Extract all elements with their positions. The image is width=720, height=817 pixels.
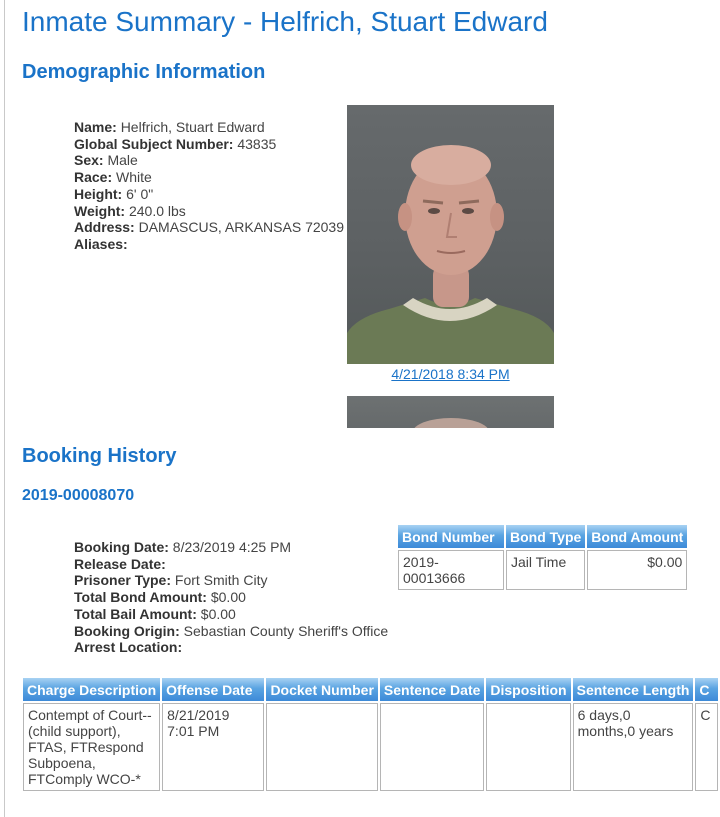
charge-description-cell: Contempt of Court--(child support), FTAS, FTRespond Subpoena, FTComply WCO-* bbox=[23, 703, 160, 791]
sentence-date-header[interactable]: Sentence Date bbox=[380, 678, 484, 701]
booking-date-label: Booking Date: bbox=[74, 539, 169, 555]
booking-date-row bbox=[74, 539, 388, 556]
charge-table-header-row bbox=[23, 678, 718, 701]
total-bond-amount-label: Total Bond Amount: bbox=[74, 589, 207, 606]
arrest-location-label: Arrest Location: bbox=[74, 639, 183, 656]
booking-number: 2019-00008070 bbox=[22, 487, 135, 504]
height-value: 6' 0" bbox=[126, 185, 154, 202]
demographics-fields bbox=[74, 119, 344, 253]
race-row bbox=[74, 169, 344, 186]
extra-column-cell: C bbox=[695, 703, 718, 791]
booking-fields bbox=[74, 539, 388, 656]
total-bond-amount-value: $0.00 bbox=[210, 589, 246, 606]
charge-table bbox=[21, 676, 720, 793]
bond-number-header[interactable]: Bond Number bbox=[398, 525, 504, 548]
weight-label: Weight: bbox=[74, 202, 126, 219]
bond-amount-cell: $0.00 bbox=[587, 550, 687, 590]
booking-date-value: 8/23/2019 4:25 PM bbox=[172, 539, 292, 555]
page-title: Inmate Summary - Helfrich, Stuart Edward bbox=[22, 6, 548, 37]
bond-amount-header[interactable]: Bond Amount bbox=[587, 525, 687, 548]
bond-type-header[interactable]: Bond Type bbox=[506, 525, 585, 548]
prisoner-type-label: Prisoner Type: bbox=[74, 572, 171, 589]
booking-history-heading: Booking History bbox=[22, 445, 177, 467]
total-bail-amount-label: Total Bail Amount: bbox=[74, 605, 197, 622]
sentence-length-cell: 6 days,0 months,0 years bbox=[573, 703, 694, 791]
table-row bbox=[398, 550, 687, 590]
prisoner-type-row bbox=[74, 572, 388, 589]
sex-value: Male bbox=[107, 152, 138, 169]
sex-label: Sex: bbox=[74, 152, 104, 169]
aliases-row bbox=[74, 236, 344, 253]
bond-table bbox=[396, 523, 689, 592]
release-date-label: Release Date: bbox=[74, 555, 166, 572]
bond-type-cell: Jail Time bbox=[506, 550, 585, 590]
name-row bbox=[74, 119, 344, 136]
weight-row bbox=[74, 203, 344, 220]
global-subject-number-label: Global Subject Number: bbox=[74, 135, 234, 152]
race-value: White bbox=[116, 169, 152, 186]
height-label: Height: bbox=[74, 185, 123, 202]
name-label: Name: bbox=[74, 119, 117, 135]
release-date-row bbox=[74, 556, 388, 573]
address-value: DAMASCUS, ARKANSAS 72039 bbox=[138, 219, 344, 236]
mugshot-portrait-icon-2 bbox=[347, 396, 554, 428]
total-bail-amount-row bbox=[74, 606, 388, 623]
disposition-cell bbox=[486, 703, 570, 791]
weight-value: 240.0 lbs bbox=[128, 202, 186, 219]
bond-table-header-row bbox=[398, 525, 687, 548]
offense-date-cell: 8/21/2019 7:01 PM bbox=[162, 703, 264, 791]
sex-row bbox=[74, 152, 344, 169]
prisoner-type-value: Fort Smith City bbox=[174, 572, 268, 589]
address-label: Address: bbox=[74, 219, 135, 236]
page-left-border bbox=[4, 0, 5, 817]
docket-number-header[interactable]: Docket Number bbox=[266, 678, 377, 701]
global-subject-number-value: 43835 bbox=[237, 135, 277, 152]
total-bail-amount-value: $0.00 bbox=[200, 605, 236, 622]
global-subject-number-row bbox=[74, 136, 344, 153]
total-bond-amount-row bbox=[74, 589, 388, 606]
aliases-label: Aliases: bbox=[74, 235, 128, 252]
mugshot-portrait-icon bbox=[347, 105, 554, 364]
photo-date-link[interactable]: 4/21/2018 8:34 PM bbox=[391, 366, 510, 382]
booking-origin-row bbox=[74, 623, 388, 640]
height-row bbox=[74, 186, 344, 203]
extra-column-header[interactable]: C bbox=[695, 678, 718, 701]
demographics-heading: Demographic Information bbox=[22, 61, 266, 83]
mugshot-photo[interactable] bbox=[347, 105, 554, 364]
booking-origin-value: Sebastian County Sheriff's Office bbox=[183, 622, 389, 639]
charge-description-header[interactable]: Charge Description bbox=[23, 678, 160, 701]
booking-origin-label: Booking Origin: bbox=[74, 622, 180, 639]
address-row bbox=[74, 219, 344, 236]
sentence-date-cell bbox=[380, 703, 484, 791]
offense-date-header[interactable]: Offense Date bbox=[162, 678, 264, 701]
docket-number-cell bbox=[266, 703, 377, 791]
table-row bbox=[23, 703, 718, 791]
race-label: Race: bbox=[74, 169, 113, 186]
sentence-length-header[interactable]: Sentence Length bbox=[573, 678, 694, 701]
disposition-header[interactable]: Disposition bbox=[486, 678, 570, 701]
arrest-location-row bbox=[74, 639, 388, 656]
name-value: Helfrich, Stuart Edward bbox=[120, 119, 265, 135]
mugshot-photo-2[interactable] bbox=[347, 396, 554, 428]
bond-number-cell: 2019-00013666 bbox=[398, 550, 504, 590]
